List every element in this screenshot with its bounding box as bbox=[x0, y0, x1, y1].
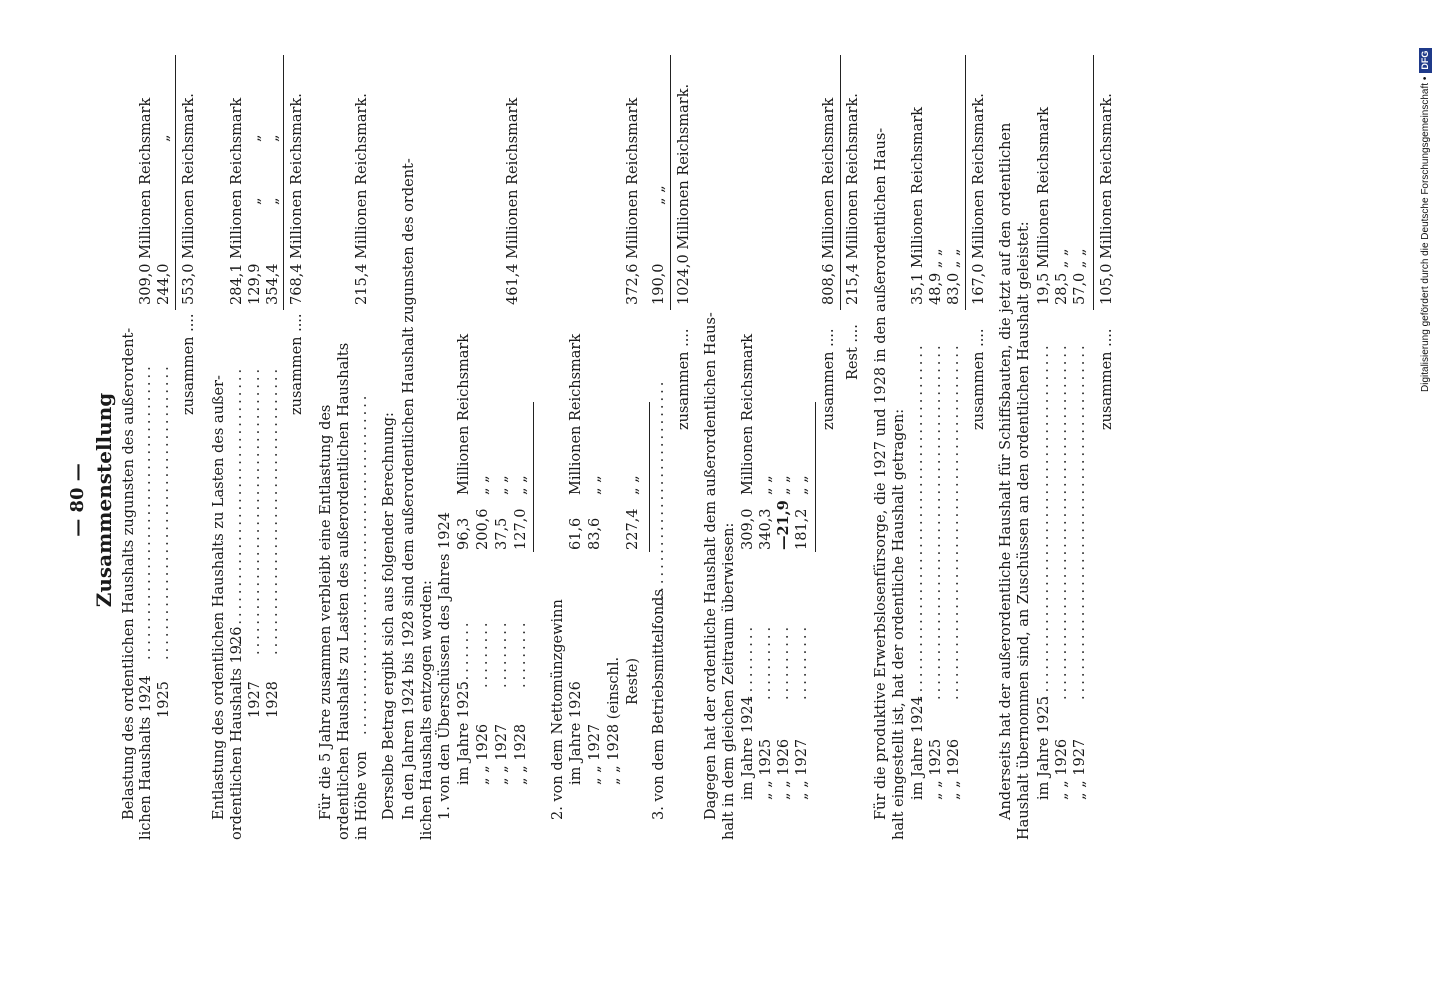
leader-dots: ......... bbox=[494, 619, 510, 688]
s5-row-label: „ „ 1927 bbox=[794, 738, 810, 800]
s7-total-value: 105,0 Millionen Reichsmark. bbox=[1099, 93, 1115, 305]
leader-dots: ...................................... bbox=[265, 365, 281, 655]
s6-total-value: 167,0 Millionen Reichsmark. bbox=[971, 93, 987, 305]
s1-total-value: 553,0 Millionen Reichsmark. bbox=[181, 93, 197, 305]
leader-dots: ............................................... bbox=[910, 342, 926, 700]
s7-row-label: im Jahre 1925 bbox=[1036, 696, 1052, 800]
s4-line-3: lichen Haushalts entzogen worden: bbox=[419, 580, 435, 840]
ditto-mark: „ bbox=[247, 197, 263, 205]
s2-text-line-1: Entlastung des ordentlichen Haushalts zu Lasten des außer- bbox=[211, 375, 227, 820]
sum-rule bbox=[175, 55, 176, 310]
s4-item1-total: 461,4 Millionen Reichsmark bbox=[505, 97, 521, 305]
s2-value-1926: 284,1 Millionen Reichsmark bbox=[229, 97, 245, 305]
s4-item2-row-label: im Jahre 1926 bbox=[568, 681, 584, 785]
s3-line-2: ordentlichen Haushalts zu Lasten des außerordentlichen Haushalts bbox=[336, 342, 352, 840]
s7-total-label: zusammen .... bbox=[1099, 328, 1115, 430]
s3-value: 215,4 Millionen Reichsmark. bbox=[354, 93, 370, 305]
leader-dots: .......... bbox=[776, 623, 792, 700]
s2-year-1927: 1927 bbox=[247, 681, 263, 718]
s5-row-value: —21,9 bbox=[775, 500, 792, 550]
s4-item1-row-unit: „ „ bbox=[494, 475, 510, 495]
s4-item1-row-value: 96,3 bbox=[456, 517, 472, 550]
s6-row-value: 83,0 „ „ bbox=[946, 248, 962, 305]
s4-item2-heading: 2. von dem Nettomünzgewinn bbox=[550, 599, 566, 820]
dfg-sidebar-text: Digitalisierung gefördert durch die Deutsche Forschungsgemeinschaft • bbox=[1420, 76, 1431, 392]
s4-item3-label: 3. von dem Betriebsmittelfonds bbox=[651, 589, 667, 820]
rotated-page-content bbox=[67, 50, 1187, 950]
s1-total-label: zusammen .... bbox=[181, 313, 197, 415]
s5-line-1: Dagegen hat der ordentliche Haushalt dem außerordentlichen Haus- bbox=[703, 312, 719, 820]
s7-line-2: Haushalt übernommen sind, an Zuschüssen an den ordentlichen Haushalt geleistet: bbox=[1016, 221, 1032, 840]
s6-row-label: „ „ 1925 bbox=[928, 738, 944, 800]
s1-year-1925: 1925 bbox=[156, 681, 172, 718]
s5-total-label: zusammen .... bbox=[821, 328, 837, 430]
s4-item2-row-label: „ „ 1928 (einschl. bbox=[606, 656, 622, 785]
s5-row-value: 181,2 bbox=[794, 508, 810, 550]
s1-value-1925: 244,0 bbox=[156, 263, 172, 305]
s4-item3-value: 190,0 bbox=[651, 263, 667, 305]
s4-item1-row-value: 127,0 bbox=[513, 508, 529, 550]
dfg-logo: DFG bbox=[1419, 48, 1432, 73]
leader-dots: ....................................... bbox=[138, 363, 154, 660]
s4-item3-ditto: „ „ bbox=[651, 185, 667, 205]
s6-line-2: halt eingestellt ist, hat der ordentliche Haushalt getragen: bbox=[891, 408, 907, 840]
leader-dots: ...................................... bbox=[229, 365, 245, 655]
s5-row-label: „ „ 1925 bbox=[758, 738, 774, 800]
sum-rule bbox=[533, 402, 534, 552]
s4-item1-row-label: „ „ 1927 bbox=[494, 723, 510, 785]
s4-item1-row-value: 37,5 bbox=[494, 517, 510, 550]
leader-dots: ...................................... bbox=[247, 365, 263, 655]
s4-item2-row-value: 227,4 bbox=[625, 508, 641, 550]
s4-item2-row-label: Reste) bbox=[625, 657, 641, 705]
ditto-mark: „ bbox=[265, 197, 281, 205]
leader-dots: .......... bbox=[794, 623, 810, 700]
leader-dots: ......... bbox=[475, 619, 491, 688]
leader-dots: ............................................... bbox=[1036, 342, 1052, 700]
s4-item1-row-label: im Jahre 1925 bbox=[456, 681, 472, 785]
s4-item2-total: 372,6 Millionen Reichsmark bbox=[625, 97, 641, 305]
s4-item1-row-unit: Millionen Reichsmark bbox=[456, 333, 472, 495]
s2-total-label: zusammen .... bbox=[289, 313, 305, 415]
leader-dots: ............................................... bbox=[1072, 342, 1088, 700]
dfg-sidebar-note bbox=[1418, 0, 1434, 392]
sum-rule bbox=[283, 55, 284, 310]
s1-text-line-1: Belastung des ordentlichen Haushalts zugunsten des außerordent- bbox=[121, 327, 137, 820]
s5-row-value: 340,3 bbox=[758, 508, 774, 550]
s1-value-1924: 309,0 Millionen Reichsmark bbox=[138, 97, 154, 305]
s4-item2-row-value: 61,6 bbox=[568, 517, 584, 550]
leader-dots: ............................................... bbox=[928, 342, 944, 700]
s4-item1-row-value: 200,6 bbox=[475, 508, 491, 550]
s6-row-value: 35,1 Millionen Reichsmark bbox=[910, 106, 926, 305]
s5-row-unit: „ „ bbox=[758, 475, 774, 495]
leader-dots: ............................................... bbox=[946, 342, 962, 700]
page-title: Zusammenstellung bbox=[92, 392, 116, 608]
leader-dots: ......... bbox=[456, 619, 472, 688]
s4-line-2: In den Jahren 1924 bis 1928 sind dem außerordentlichen Haushalt zugunsten des ordent- bbox=[401, 158, 417, 820]
s4-total-value: 1024,0 Millionen Reichsmark. bbox=[676, 83, 692, 305]
s2-total-value: 768,4 Millionen Reichsmark. bbox=[289, 93, 305, 305]
s5-row-label: im Jahre 1924 bbox=[740, 696, 756, 800]
leader-dots: ............................................... bbox=[1054, 342, 1070, 700]
s5-row-value: 309,0 bbox=[740, 508, 756, 550]
s4-item2-row-unit: Millionen Reichsmark bbox=[568, 333, 584, 495]
s6-line-1: Für die produktive Erwerbslosenfürsorge, die 1927 und 1928 in den außerordentlichen Haus- bbox=[873, 127, 889, 820]
s4-line-1: Derselbe Betrag ergibt sich aus folgender Berechnung: bbox=[381, 412, 397, 820]
ditto-mark: „ bbox=[265, 134, 281, 142]
ditto-mark: „ bbox=[156, 134, 172, 142]
s4-item2-row-value: 83,6 bbox=[587, 517, 603, 550]
s4-item2-row-unit: „ „ bbox=[587, 475, 603, 495]
s2-year-1928: 1928 bbox=[265, 681, 281, 718]
s5-row-unit: „ „ bbox=[776, 475, 792, 495]
s2-value-1927: 129,9 bbox=[247, 263, 263, 305]
s7-row-label: „ „ 1926 bbox=[1054, 738, 1070, 800]
leader-dots: .......... bbox=[740, 623, 756, 700]
sum-rule bbox=[815, 402, 816, 552]
leader-dots: ............................................. bbox=[354, 392, 370, 735]
s5-rest-label: Rest .... bbox=[845, 324, 861, 380]
s6-row-value: 48,9 „ „ bbox=[928, 248, 944, 305]
leader-dots: ....................................... bbox=[156, 363, 172, 660]
page-number: — 80 — bbox=[67, 463, 88, 537]
s6-total-label: zusammen .... bbox=[971, 328, 987, 430]
s1-text-line-2: lichen Haushalts 1924 bbox=[138, 675, 154, 840]
s2-text-line-2: ordentlichen Haushalts 1926 bbox=[229, 626, 245, 840]
s7-row-value: 19,5 Millionen Reichsmark bbox=[1036, 106, 1052, 305]
sum-rule bbox=[840, 55, 841, 310]
s3-line-3: in Höhe von bbox=[354, 751, 370, 840]
s4-item2-row-unit: „ „ bbox=[625, 475, 641, 495]
s7-line-1: Anderseits hat der außerordentliche Haushalt für Schiffsbauten, die jetzt auf den ordentlichen bbox=[998, 122, 1014, 820]
s5-row-unit: Millionen Reichsmark bbox=[740, 333, 756, 495]
s5-rest-value: 215,4 Millionen Reichsmark. bbox=[845, 93, 861, 305]
s4-item1-heading: 1. von den Überschüssen des Jahres 1924 bbox=[437, 512, 453, 820]
s6-row-label: „ „ 1926 bbox=[946, 738, 962, 800]
s4-item2-row-label: „ „ 1927 bbox=[587, 723, 603, 785]
sum-rule bbox=[670, 55, 671, 310]
s7-row-value: 57,0 „ „ bbox=[1072, 248, 1088, 305]
s5-row-label: „ „ 1926 bbox=[776, 738, 792, 800]
sum-rule bbox=[965, 55, 966, 310]
ditto-mark: „ bbox=[247, 134, 263, 142]
s4-item1-row-label: „ „ 1928 bbox=[513, 723, 529, 785]
s3-line-1: Für die 5 Jahre zusammen verbleibt eine Entlastung des bbox=[318, 404, 334, 820]
s4-item1-row-label: „ „ 1926 bbox=[475, 723, 491, 785]
s5-total-value: 808,6 Millionen Reichsmark bbox=[821, 97, 837, 305]
leader-dots: ................................... bbox=[651, 378, 667, 645]
s5-row-unit: „ „ bbox=[794, 475, 810, 495]
sum-rule bbox=[1093, 55, 1094, 310]
leader-dots: ......... bbox=[513, 619, 529, 688]
s4-item1-row-unit: „ „ bbox=[475, 475, 491, 495]
s2-value-1928: 354,4 bbox=[265, 263, 281, 305]
s7-row-label: „ „ 1927 bbox=[1072, 738, 1088, 800]
s4-total-label: zusammen .... bbox=[676, 328, 692, 430]
s5-line-2: halt in dem gleichen Zeitraum überwiesen: bbox=[721, 522, 737, 840]
s7-row-value: 28,5 „ „ bbox=[1054, 248, 1070, 305]
s4-item1-row-unit: „ „ bbox=[513, 475, 529, 495]
s6-row-label: im Jahre 1924 bbox=[910, 696, 926, 800]
leader-dots: .......... bbox=[758, 623, 774, 700]
